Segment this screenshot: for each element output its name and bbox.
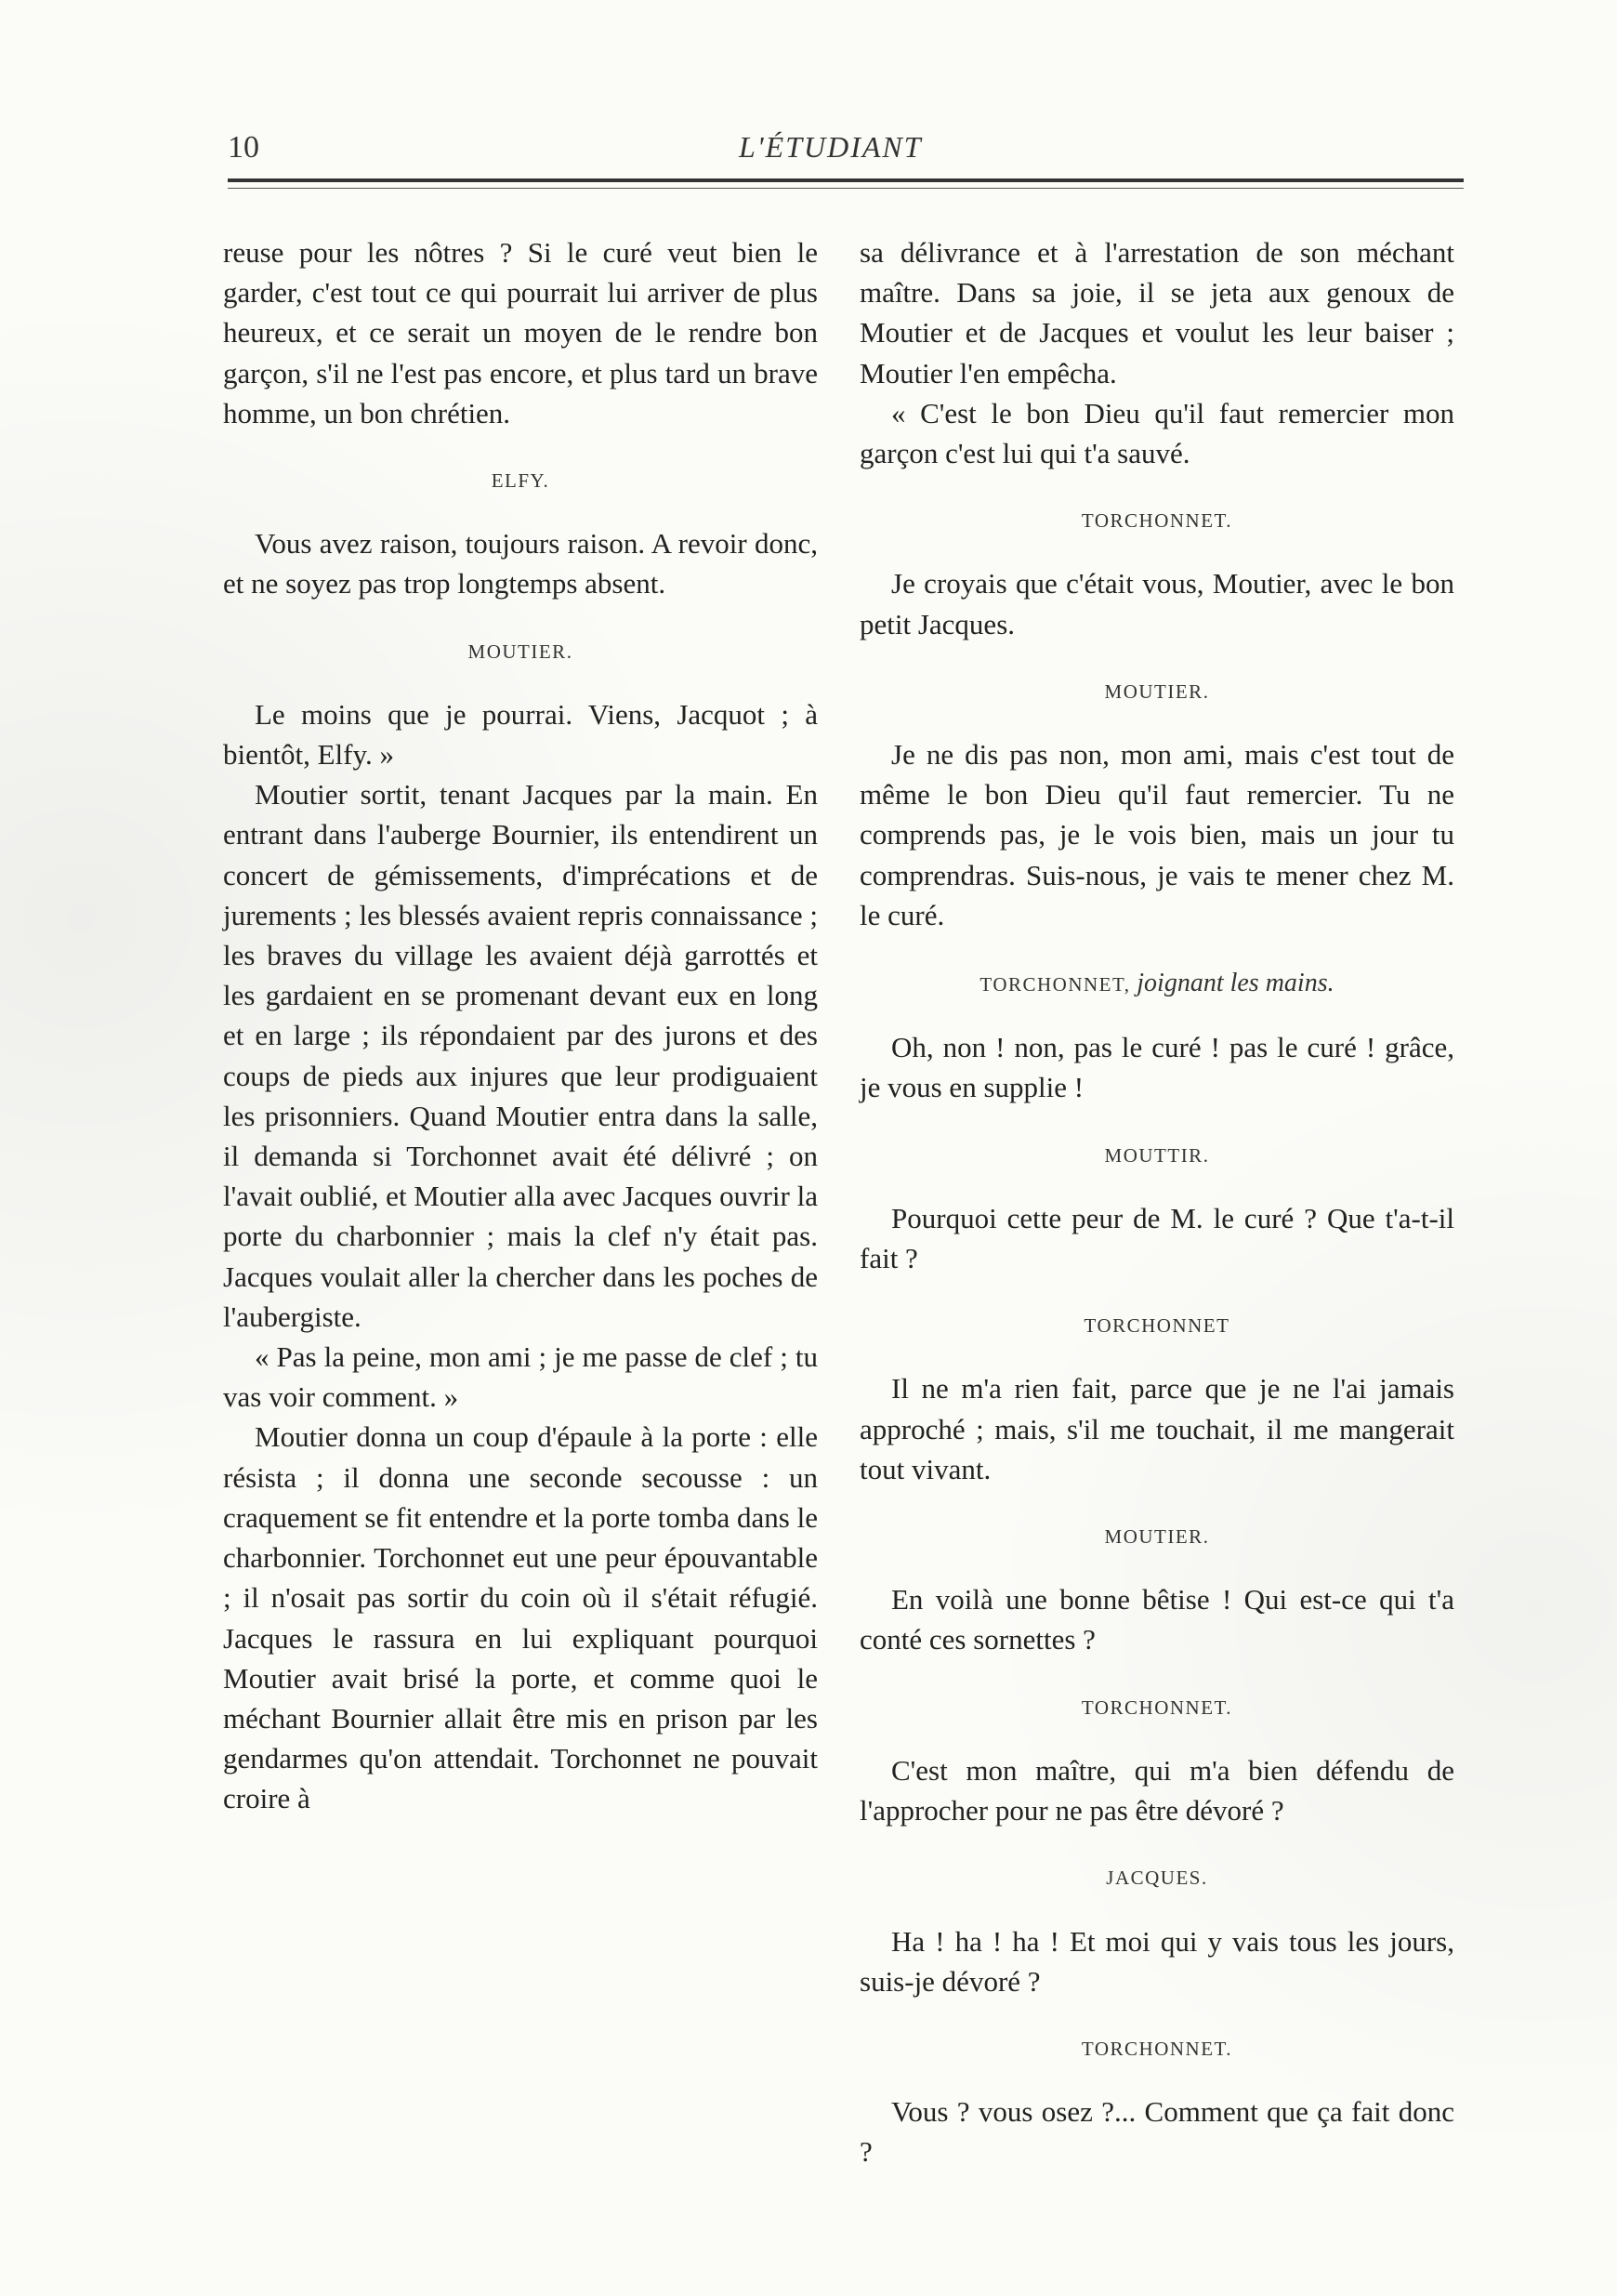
speaker-name bbox=[860, 963, 1454, 1005]
header-rule-thick bbox=[228, 178, 1464, 182]
paragraph: Je croyais que c'était vous, Moutier, avec le bon petit Jacques. bbox=[860, 567, 1454, 640]
paragraph: Moutier sortit, tenant Jacques par la main. En entrant dans l'auberge Bournier, ils entendirent un concert de gémissements, d'imprécations et de jurements ; les blessés avaient repris connaissance ; les braves du village les avaient déjà garrottés et les gardaient en se promenant devant eux en long et en large ; ils répondaient par des jurons et des coups de pieds aux injures que leur prodiguaient les prisonniers. Quand Moutier entra dans la salle, il demanda si Torchonnet avait été délivré ; on l'avait oublié, et Moutier alla avec Jacques ouvrir la porte du charbonnier ; mais la clef n'y était pas. Jacques voulait aller la chercher dans les poches de l'aubergiste. bbox=[223, 778, 818, 1333]
paragraph: Vous ? vous osez ?... Comment que ça fait donc ? bbox=[860, 2095, 1454, 2169]
speaker-label: JACQUES. bbox=[1106, 1867, 1208, 1890]
paragraph: Le moins que je pourrai. Viens, Jacquot ; à bientôt, Elfy. » bbox=[223, 697, 818, 772]
speaker-label: TORCHONNET bbox=[1084, 1314, 1230, 1338]
stage-direction: joignant les mains. bbox=[1137, 969, 1334, 998]
speaker-name bbox=[860, 2029, 1454, 2069]
paragraph: C'est mon maître, qui m'a bien défendu de l'approcher pour ne pas être dévoré ? bbox=[860, 1753, 1454, 1828]
speaker-label: ELFY. bbox=[491, 469, 550, 493]
speaker-label: MOUTIER. bbox=[1104, 1525, 1210, 1549]
speaker-name bbox=[860, 1306, 1454, 1346]
speaker-label: MOUTIER. bbox=[467, 640, 573, 663]
speaker-name bbox=[223, 632, 818, 672]
paragraph: « Pas la peine, mon ami ; je me passe de clef ; tu vas voir comment. » bbox=[223, 1340, 818, 1414]
paragraph: Je ne dis pas non, mon ami, mais c'est tout de même le bon Dieu qu'il faut remercier. Tu ne comprends pas, je le vois bien, mais un jour tu comprendras. Suis-nous, je vais te mener chez M. le curé. bbox=[860, 738, 1454, 931]
speaker-label: MOUTIER. bbox=[1104, 680, 1210, 703]
speaker-name bbox=[860, 1517, 1454, 1557]
paragraph: « C'est le bon Dieu qu'il faut remercier mon garçon c'est lui qui t'a sauvé. bbox=[860, 396, 1454, 470]
speaker-label: TORCHONNET. bbox=[1081, 2037, 1233, 2060]
speaker-name bbox=[860, 1858, 1454, 1898]
paragraph: sa délivrance et à l'arrestation de son méchant maître. Dans sa joie, il se jeta aux genoux de Moutier et de Jacques et voulut les leur baiser ; Moutier l'en empêcha. bbox=[860, 236, 1454, 389]
page-number: 10 bbox=[228, 130, 259, 165]
page-header bbox=[228, 130, 1464, 167]
speaker-name bbox=[860, 672, 1454, 712]
paragraph: Ha ! ha ! ha ! Et moi qui y vais tous les jours, suis-je dévoré ? bbox=[860, 1924, 1454, 1998]
speaker-label: TORCHONNET, bbox=[979, 973, 1131, 996]
running-title: L'ÉTUDIANT bbox=[739, 130, 923, 164]
paragraph: Moutier donna un coup d'épaule à la porte : elle résista ; il donna une seconde secousse : un craquement se fit entendre et la porte tomba dans le charbonnier. Torchonnet eut une peur épouvantable ; il n'osait pas sortir du coin où il s'était réfugié. Jacques le rassura en lui expliquant pourquoi Moutier avait brisé la porte, et comme quoi le méchant Bournier allait être mis en prison par les gendarmes qu'on attendait. Torchonnet ne pouvait croire à bbox=[223, 1420, 818, 1815]
speaker-name bbox=[860, 501, 1454, 541]
paragraph: Il ne m'a rien fait, parce que je ne l'ai jamais approché ; mais, s'il me touchait, il me mangerait tout vivant. bbox=[860, 1372, 1454, 1485]
paragraph: Pourquoi cette peur de M. le curé ? Que t'a-t-il fait ? bbox=[860, 1201, 1454, 1275]
speaker-label: MOUTTIR. bbox=[1104, 1143, 1210, 1167]
paragraph: Oh, non ! non, pas le curé ! pas le curé ! grâce, je vous en supplie ! bbox=[860, 1031, 1454, 1104]
paragraph: reuse pour les nôtres ? Si le curé veut bien le garder, c'est tout ce qui pourrait lui arriver de plus heureux, et ce serait un moyen de le rendre bon garçon, s'il ne l'est pas encore, et plus tard un brave homme, un bon chrétien. bbox=[223, 236, 818, 429]
speaker-name bbox=[860, 1688, 1454, 1728]
right-column bbox=[860, 232, 1454, 2172]
speaker-name bbox=[223, 461, 818, 501]
speaker-label: TORCHONNET. bbox=[1081, 1696, 1233, 1719]
paragraph: En voilà une bonne bêtise ! Qui est-ce qui t'a conté ces sornettes ? bbox=[860, 1583, 1454, 1656]
header-rule-thin bbox=[228, 188, 1464, 189]
speaker-name bbox=[860, 1136, 1454, 1176]
speaker-label: TORCHONNET. bbox=[1081, 509, 1233, 533]
paragraph: Vous avez raison, toujours raison. A revoir donc, et ne soyez pas trop longtemps absent. bbox=[223, 527, 818, 600]
left-column bbox=[223, 232, 818, 1819]
